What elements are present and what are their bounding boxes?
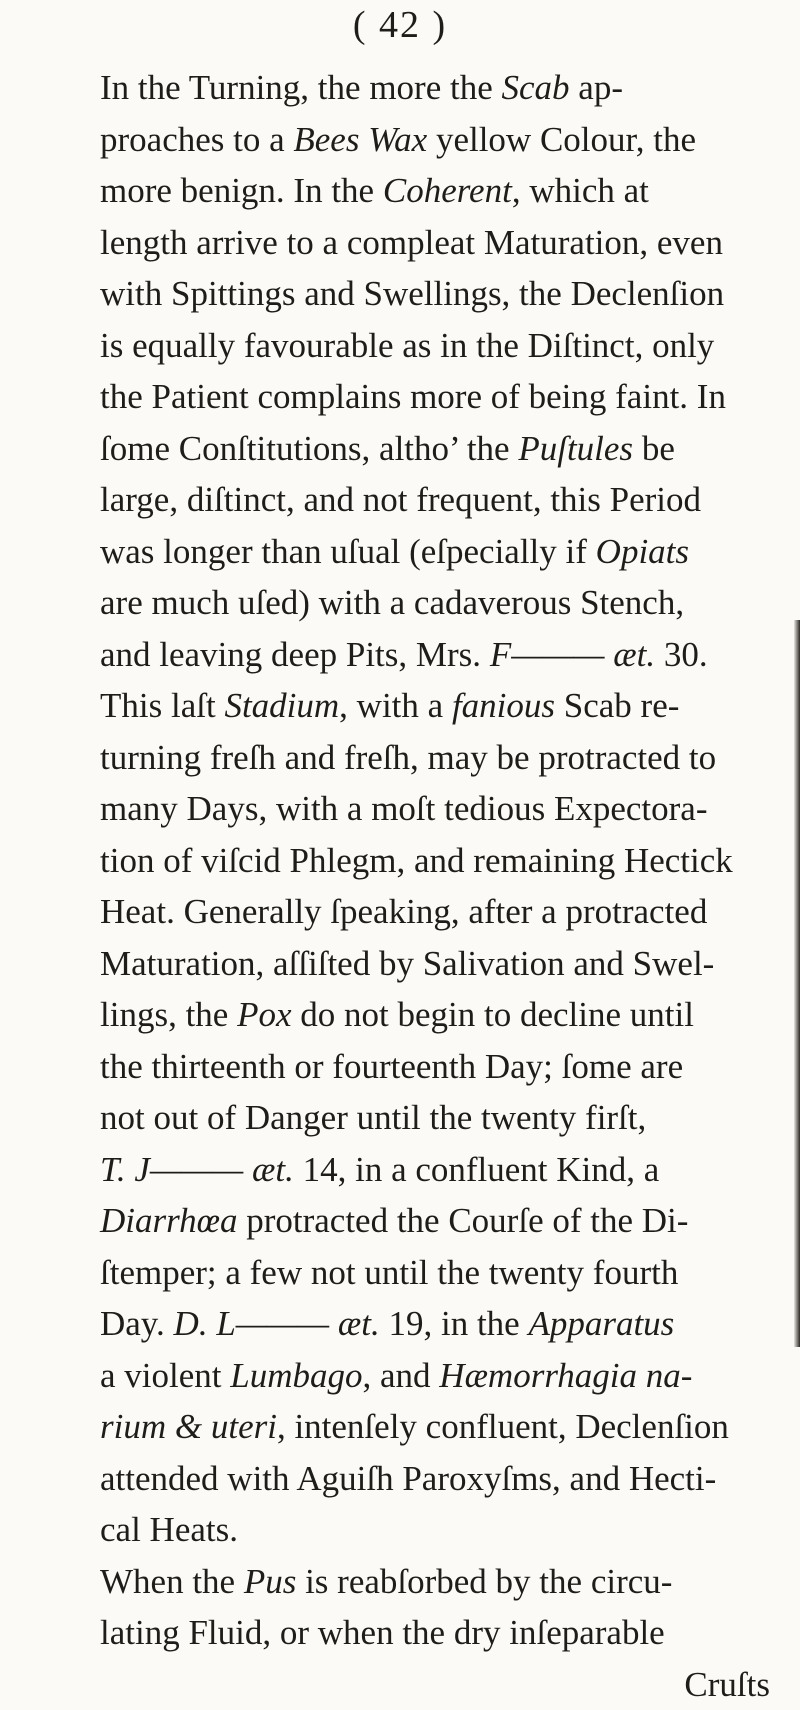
text-line: [100, 1195, 800, 1247]
italic-text: Pus: [244, 1562, 297, 1601]
text-line: [100, 680, 800, 732]
text-run: do not begin to decline until: [292, 995, 694, 1034]
text-line: [100, 1144, 800, 1196]
italic-text: Opiats: [596, 532, 689, 571]
text-line: [100, 1453, 800, 1505]
italic-text: Scab: [502, 68, 570, 107]
body-text: [100, 62, 800, 1710]
text-line: [100, 783, 800, 835]
text-run: lating Fluid, or when the dry inſeparable: [100, 1613, 665, 1652]
text-run: cal Heats.: [100, 1510, 238, 1549]
text-run: , intenſely confluent, Declenſion: [277, 1407, 729, 1446]
text-run: and leaving deep Pits, Mrs.: [100, 635, 490, 674]
text-run: was longer than uſual (eſpecially if: [100, 532, 596, 571]
text-run: is reabſorbed by the circu-: [296, 1562, 672, 1601]
italic-text: D. L——— æt.: [174, 1304, 380, 1343]
text-line: [100, 938, 800, 990]
text-line: [100, 1350, 800, 1402]
text-line: [100, 1659, 800, 1710]
text-run: lings, the: [100, 995, 237, 1034]
text-line: [100, 320, 800, 372]
text-line: [100, 835, 800, 887]
page-number: ( 42 ): [0, 2, 800, 48]
text-line: [100, 1298, 800, 1350]
text-run: tion of viſcid Phlegm, and remaining Hectick: [100, 841, 733, 880]
text-line: [100, 268, 800, 320]
text-run: is equally favourable as in the Diſtinct, only: [100, 326, 714, 365]
italic-text: Bees Wax: [293, 120, 427, 159]
italic-text: Diarrhœa: [100, 1201, 237, 1240]
text-run: turning freſh and freſh, may be protracted to: [100, 738, 716, 777]
italic-text: Apparatus: [528, 1304, 674, 1343]
text-line: [100, 989, 800, 1041]
text-run: , which at: [512, 171, 649, 210]
text-line: [100, 474, 800, 526]
text-run: When the: [100, 1562, 244, 1601]
text-line: [100, 217, 800, 269]
text-run: ſtemper; a few not until the twenty fourth: [100, 1253, 678, 1292]
text-run: 14, in a confluent Kind, a: [294, 1150, 659, 1189]
text-line: [100, 886, 800, 938]
text-line: [100, 577, 800, 629]
text-run: with Spittings and Swellings, the Declenſion: [100, 274, 724, 313]
italic-text: Hæmorrhagia na-: [439, 1356, 692, 1395]
text-run: This laſt: [100, 686, 224, 725]
text-run: be: [633, 429, 675, 468]
text-run: many Days, with a moſt tedious Expectora-: [100, 789, 708, 828]
text-run: the thirteenth or fourteenth Day; ſome are: [100, 1047, 683, 1086]
italic-text: Puſtules: [518, 429, 633, 468]
text-line: [100, 1041, 800, 1093]
text-run: are much uſed) with a cadaverous Stench,: [100, 583, 684, 622]
text-run: , with a: [339, 686, 452, 725]
text-line: [100, 1556, 800, 1608]
text-run: 30.: [655, 635, 708, 674]
text-line: [100, 371, 800, 423]
text-run: Cruſts: [684, 1665, 770, 1704]
text-run: Scab re-: [555, 686, 679, 725]
text-run: protracted the Courſe of the Di-: [237, 1201, 688, 1240]
text-run: yellow Colour, the: [427, 120, 696, 159]
text-run: large, diſtinct, and not frequent, this Period: [100, 480, 701, 519]
text-run: ap-: [570, 68, 623, 107]
text-run: not out of Danger until the twenty firſt,: [100, 1098, 646, 1137]
text-run: a violent: [100, 1356, 230, 1395]
text-run: Day.: [100, 1304, 174, 1343]
text-line: [100, 1092, 800, 1144]
text-line: [100, 629, 800, 681]
page-edge-shadow: [794, 620, 800, 1347]
text-line: [100, 1607, 800, 1659]
text-run: attended with Aguiſh Paroxyſms, and Hecti-: [100, 1459, 716, 1498]
text-line: [100, 423, 800, 475]
italic-text: Lumbago: [230, 1356, 362, 1395]
text-line: [100, 1247, 800, 1299]
text-line: [100, 1504, 800, 1556]
text-line: [100, 732, 800, 784]
text-line: [100, 165, 800, 217]
text-run: proaches to a: [100, 120, 293, 159]
text-line: [100, 1401, 800, 1453]
text-run: the Patient complains more of being faint. In: [100, 377, 726, 416]
text-run: In the Turning, the more the: [100, 68, 502, 107]
italic-text: fanious: [452, 686, 555, 725]
text-line: [100, 526, 800, 578]
text-line: [100, 62, 800, 114]
italic-text: F——— æt.: [490, 635, 655, 674]
text-run: , and: [363, 1356, 440, 1395]
text-run: length arrive to a compleat Maturation, even: [100, 223, 723, 262]
text-line: [100, 114, 800, 166]
italic-text: rium & uteri: [100, 1407, 277, 1446]
text-run: 19, in the: [380, 1304, 529, 1343]
text-run: ſome Conſtitutions, altho’ the: [100, 429, 518, 468]
italic-text: Stadium: [224, 686, 339, 725]
text-run: Maturation, aſſiſted by Salivation and Swel-: [100, 944, 714, 983]
italic-text: T. J——— æt.: [100, 1150, 294, 1189]
italic-text: Coherent: [383, 171, 512, 210]
text-run: Heat. Generally ſpeaking, after a protracted: [100, 892, 707, 931]
italic-text: Pox: [237, 995, 291, 1034]
text-run: more benign. In the: [100, 171, 383, 210]
